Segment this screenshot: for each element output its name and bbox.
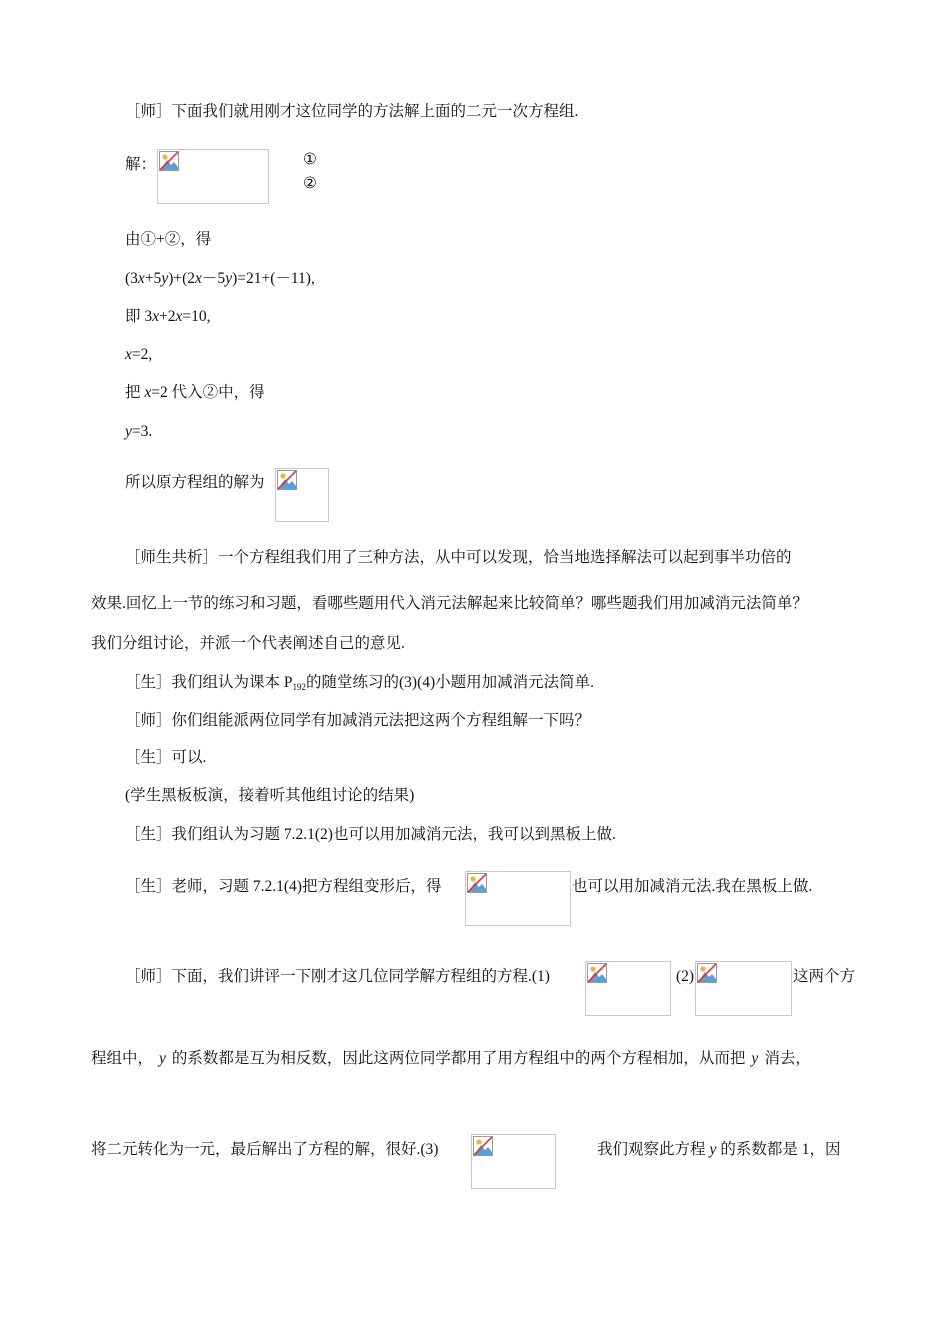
system-3-image (471, 1134, 556, 1189)
step-simplify: 即 3x+2x=10, (125, 308, 211, 325)
broken-image-icon (697, 963, 717, 983)
note-line: (学生黑板板演，接着听其他组讨论的结果) (125, 787, 415, 804)
student-line-3: ［生］我们组认为习题 7.2.1(2)也可以用加减消元法，我可以到黑板上做. (125, 826, 616, 843)
equation-marker-1: ① (303, 151, 317, 168)
teacher-line-2: ［师］你们组能派两位同学有加减消元法把这两个方程组解一下吗？ (125, 712, 591, 729)
step-add-equations: 由①+②，得 (125, 231, 212, 248)
student-line-4a: ［生］老师，习题 7.2.1(4)把方程组变形后，得 (125, 878, 442, 895)
teacher-intro-line: ［师］下面我们就用刚才这位同学的方法解上面的二元一次方程组. (125, 103, 579, 120)
paragraph-analysis-line-3: 我们分组讨论，并派一个代表阐述自己的意见. (91, 635, 405, 652)
solution-label: 解： (125, 156, 157, 173)
broken-image-icon (277, 470, 297, 490)
step-substitute: 把 x=2 代入②中，得 (125, 384, 265, 401)
broken-image-icon (467, 873, 487, 893)
teacher-review-line-3a: 将二元转化为一元，最后解出了方程的解，很好.(3) (91, 1141, 439, 1158)
teacher-review-line-1c: 这两个方 (793, 968, 856, 985)
system-2-image (695, 961, 792, 1016)
student-line-1: ［生］我们组认为课本 $P_{192}$的随堂练习的(3)(4)小题用加减消元法简单. (125, 674, 595, 692)
teacher-review-line-1b: (2) (676, 968, 695, 985)
student-line-4b: 也可以用加减消元法.我在黑板上做. (572, 878, 813, 895)
teacher-review-line-1a: ［师］下面，我们讲评一下刚才这几位同学解方程组的方程.(1) (125, 968, 550, 985)
equation-marker-2: ② (303, 175, 317, 192)
transformed-system-image (465, 871, 571, 926)
broken-image-icon (159, 151, 179, 171)
paragraph-analysis-line-1: ［师生共析］一个方程组我们用了三种方法，从中可以发现，恰当地选择解法可以起到事半功倍的 (125, 549, 792, 566)
paragraph-analysis-line-2: 效果.回忆上一节的练习和习题，看哪些题用代入消元法解起来比较简单？哪些题我们用加减消元法简单？ (91, 595, 808, 612)
broken-image-icon (473, 1136, 493, 1156)
step-expression: (3x+5y)+(2x－5y)=21+(－11), (125, 270, 315, 287)
solution-conclusion: 所以原方程组的解为 (125, 474, 265, 491)
solution-image (275, 468, 329, 522)
student-line-2: ［生］可以. (125, 749, 207, 766)
equation-system-image (157, 149, 269, 204)
step-y-value: y=3. (125, 423, 153, 440)
teacher-review-line-2: 程组中， y 的系数都是互为相反数，因此这两位同学都用了用方程组中的两个方程相加，从而把 y 消去， (91, 1050, 811, 1067)
system-1-image (585, 961, 671, 1016)
broken-image-icon (587, 963, 607, 983)
teacher-review-line-3b: 我们观察此方程 y 的系数都是 1，因 (597, 1141, 841, 1158)
step-x-value: x=2, (125, 346, 153, 363)
